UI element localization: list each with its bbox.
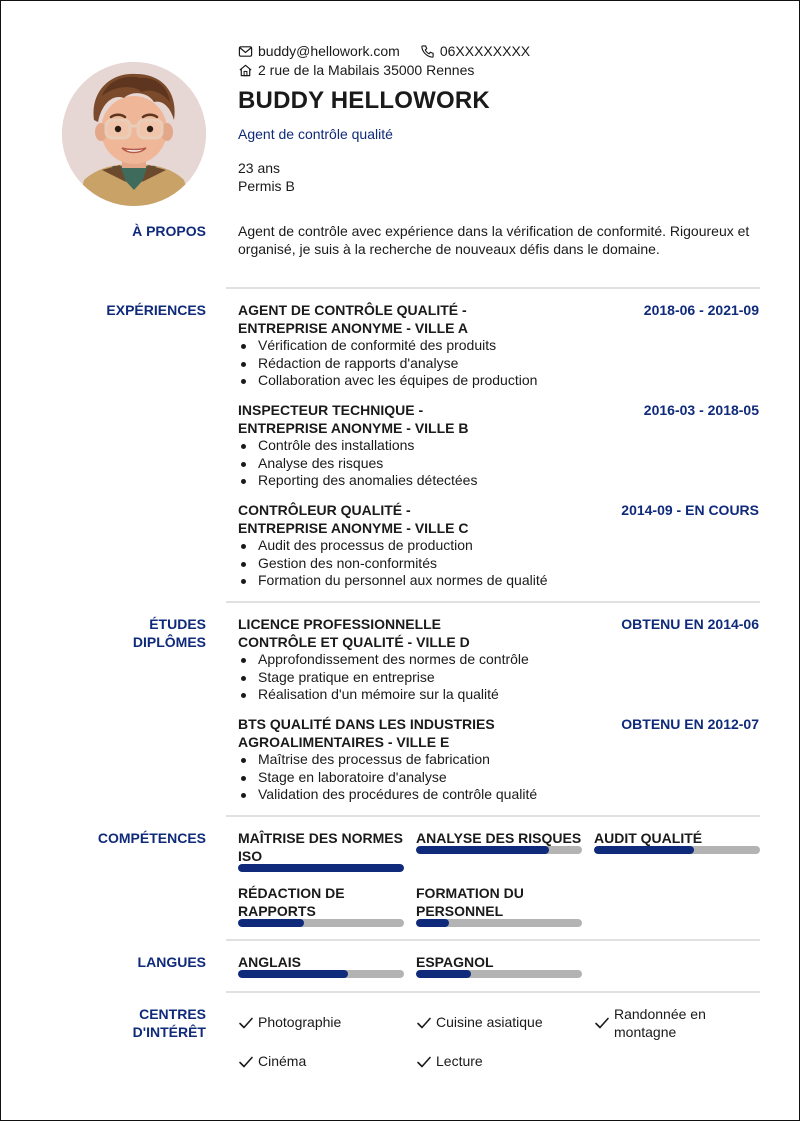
- interest-label: Photographie: [258, 1014, 342, 1030]
- interest-item: [416, 1053, 576, 1071]
- skill-bar-fill: [238, 864, 404, 872]
- skill-bar: [416, 919, 582, 927]
- language-item: [238, 954, 404, 980]
- education-entry: [238, 716, 759, 804]
- interest-item: [238, 1014, 398, 1032]
- entry-title: CONTRÔLEUR QUALITÉ - ENTREPRISE ANONYME - VILLE C: [238, 502, 469, 536]
- language-bar-fill: [416, 970, 471, 978]
- avatar: [62, 62, 206, 206]
- skill-bar-fill: [416, 919, 449, 927]
- experience-entry: [238, 502, 759, 590]
- check-icon: [594, 1015, 610, 1031]
- check-icon: [416, 1054, 432, 1070]
- phone-icon: [420, 44, 435, 59]
- list-item: Collaboration avec les équipes de production: [238, 372, 759, 390]
- list-item: Contrôle des installations: [238, 437, 759, 455]
- list-item: Reporting des anomalies détectées: [238, 472, 759, 490]
- job-title: Agent de contrôle qualité: [238, 126, 393, 142]
- divider: [226, 601, 760, 603]
- language-item: [416, 954, 582, 980]
- email-contact[interactable]: [238, 43, 400, 60]
- experience-entry: [238, 402, 759, 490]
- entry-title: BTS QUALITÉ DANS LES INDUSTRIES AGROALIMENTAIRES - VILLE E: [238, 716, 495, 750]
- experience-entry: [238, 302, 759, 390]
- education-entry: [238, 616, 759, 704]
- list-item: Stage pratique en entreprise: [238, 669, 759, 687]
- list-item: Analyse des risques: [238, 455, 759, 473]
- entry-bullets: [238, 651, 759, 704]
- skill-bar-fill: [238, 919, 304, 927]
- interest-label: Cuisine asiatique: [436, 1014, 543, 1030]
- skill-name: AUDIT QUALITÉ: [594, 830, 703, 846]
- language-bar: [416, 970, 582, 978]
- entry-bullets: [238, 337, 759, 390]
- check-icon: [416, 1015, 432, 1031]
- skill-bar: [594, 846, 760, 854]
- skill-bar: [416, 846, 582, 854]
- section-label-languages: LANGUES: [137, 954, 206, 970]
- address-contact: [238, 62, 474, 79]
- entry-date: OBTENU EN 2012-07: [621, 716, 759, 732]
- list-item: Formation du personnel aux normes de qualité: [238, 572, 759, 590]
- entry-date: 2018-06 - 2021-09: [643, 302, 759, 318]
- about-text: Agent de contrôle avec expérience dans la vérification de conformité. Rigoureux et organisé, je suis à la recherche de nouveaux défis dans le domaine.: [238, 223, 750, 257]
- full-name: BUDDY HELLOWORK: [238, 87, 490, 114]
- interest-item: [416, 1014, 576, 1032]
- skill-name: MAÎTRISE DES NORMES ISO: [238, 830, 403, 864]
- divider: [226, 287, 760, 289]
- skill-bar-fill: [594, 846, 694, 854]
- language-name: ANGLAIS: [238, 954, 301, 970]
- skill-item: [416, 830, 582, 874]
- skill-item: [416, 885, 582, 929]
- email-text: buddy@hellowork.com: [258, 43, 400, 59]
- skill-name: RÉDACTION DE RAPPORTS: [238, 885, 345, 919]
- entry-title: INSPECTEUR TECHNIQUE - ENTREPRISE ANONYME - VILLE B: [238, 402, 469, 436]
- personal-info: [238, 160, 295, 195]
- phone-text: 06XXXXXXXX: [439, 43, 531, 59]
- divider: [226, 815, 760, 817]
- entry-bullets: [238, 437, 759, 490]
- divider: [226, 991, 760, 993]
- list-item: Validation des procédures de contrôle qualité: [238, 786, 759, 804]
- section-label-education: ÉTUDES DIPLÔMES: [132, 616, 206, 650]
- entry-date: 2014-09 - EN COURS: [621, 502, 759, 518]
- language-bar-fill: [238, 970, 348, 978]
- section-label-interests: CENTRES D'INTÉRÊT: [132, 1006, 206, 1040]
- list-item: Vérification de conformité des produits: [238, 337, 759, 355]
- entry-bullets: [238, 537, 759, 590]
- home-icon: [238, 63, 253, 78]
- license-text: Permis B: [238, 177, 295, 194]
- skill-item: [594, 830, 760, 874]
- age-text: 23 ans: [238, 160, 281, 176]
- interest-item: [238, 1053, 398, 1071]
- skill-name: ANALYSE DES RISQUES: [416, 830, 582, 846]
- interest-item: [594, 1006, 754, 1041]
- section-label-about: À PROPOS: [132, 223, 206, 239]
- entry-date: OBTENU EN 2014-06: [621, 616, 759, 632]
- entry-bullets: [238, 751, 759, 804]
- list-item: Stage en laboratoire d'analyse: [238, 769, 759, 787]
- entry-title: AGENT DE CONTRÔLE QUALITÉ - ENTREPRISE ANONYME - VILLE A: [238, 302, 468, 336]
- interest-label: Cinéma: [258, 1053, 307, 1069]
- list-item: Audit des processus de production: [238, 537, 759, 555]
- skill-item: [238, 885, 404, 929]
- list-item: Rédaction de rapports d'analyse: [238, 355, 759, 373]
- list-item: Maîtrise des processus de fabrication: [238, 751, 759, 769]
- interest-label: Randonnée en montagne: [614, 1006, 706, 1040]
- list-item: Réalisation d'un mémoire sur la qualité: [238, 686, 759, 704]
- skill-bar-fill: [416, 846, 549, 854]
- skill-bar: [238, 919, 404, 927]
- entry-date: 2016-03 - 2018-05: [643, 402, 759, 418]
- divider: [226, 939, 760, 941]
- list-item: Approfondissement des normes de contrôle: [238, 651, 759, 669]
- phone-contact[interactable]: [420, 43, 530, 60]
- skill-bar: [238, 864, 404, 872]
- section-label-skills: COMPÉTENCES: [97, 830, 206, 846]
- contact-block: [238, 43, 530, 81]
- check-icon: [238, 1015, 254, 1031]
- section-label-experience: EXPÉRIENCES: [106, 302, 206, 318]
- interest-label: Lecture: [436, 1053, 483, 1069]
- envelope-icon: [238, 44, 253, 59]
- list-item: Gestion des non-conformités: [238, 555, 759, 573]
- language-name: ESPAGNOL: [416, 954, 494, 970]
- address-text: 2 rue de la Mabilais 35000 Rennes: [258, 62, 475, 78]
- skill-item: [238, 830, 404, 874]
- entry-title: LICENCE PROFESSIONNELLE CONTRÔLE ET QUALITÉ - VILLE D: [238, 616, 470, 650]
- skill-name: FORMATION DU PERSONNEL: [416, 885, 524, 919]
- language-bar: [238, 970, 404, 978]
- check-icon: [238, 1054, 254, 1070]
